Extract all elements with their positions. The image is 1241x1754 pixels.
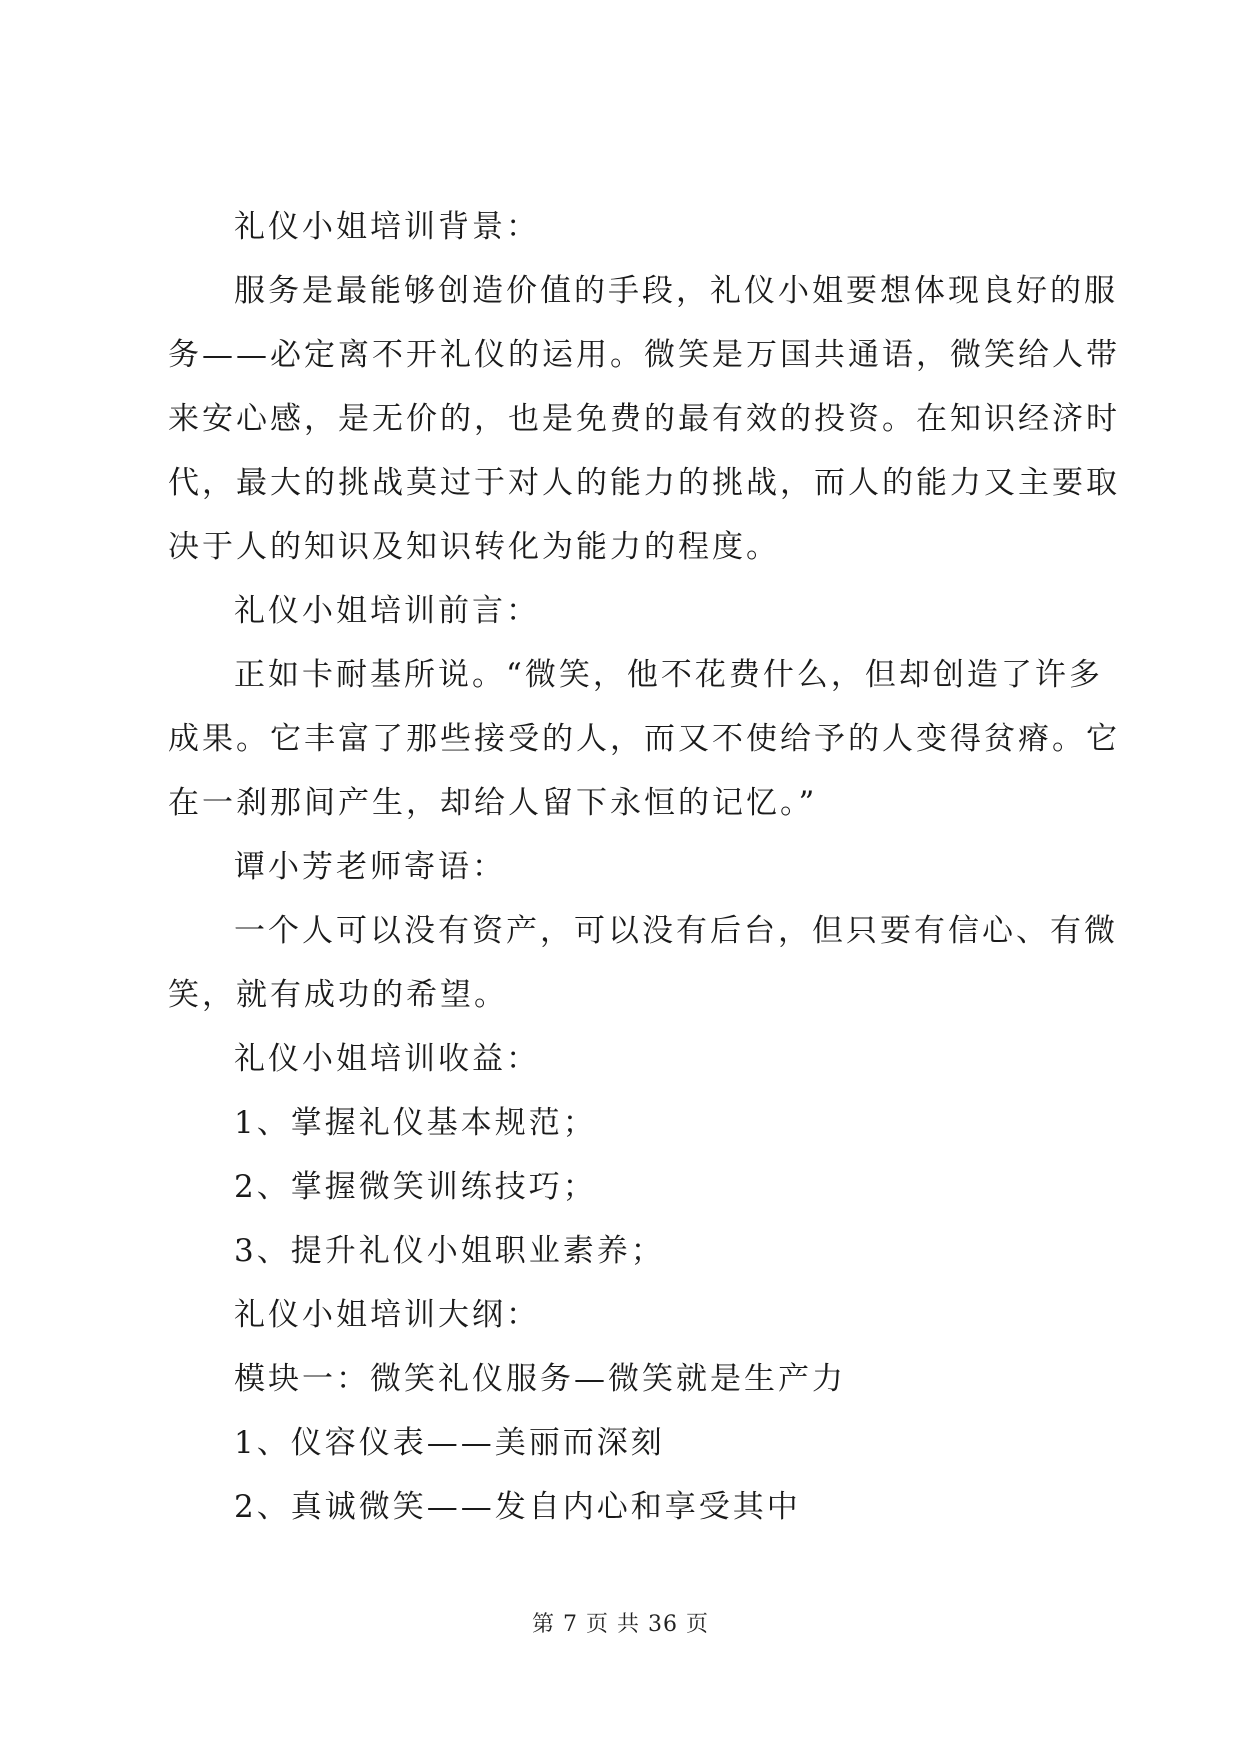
list-item: 2、掌握微笑训练技巧； [234,1169,597,1205]
module-heading: 模块一：微笑礼仪服务—微笑就是生产力 [234,1361,846,1397]
paragraph-line: 在一刹那间产生，却给人留下永恒的记忆。” [168,785,818,821]
list-item: 2、真诚微笑——发自内心和享受其中 [234,1489,801,1525]
paragraph-line: 务——必定离不开礼仪的运用。微笑是万国共通语，微笑给人带 [168,337,1120,373]
paragraph-line: 决于人的知识及知识转化为能力的程度。 [168,529,780,565]
section-heading-message: 谭小芳老师寄语： [234,849,506,885]
paragraph-line: 一个人可以没有资产，可以没有后台，但只要有信心、有微 [234,913,1118,949]
paragraph-line: 正如卡耐基所说。“微笑，他不花费什么，但却创造了许多 [234,657,1103,693]
list-item: 1、掌握礼仪基本规范； [234,1105,597,1141]
list-item: 1、仪容仪表——美丽而深刻 [234,1425,665,1461]
paragraph-line: 代，最大的挑战莫过于对人的能力的挑战，而人的能力又主要取 [168,465,1120,501]
page-footer: 第 7 页 共 36 页 [532,1612,709,1637]
section-heading-outline: 礼仪小姐培训大纲： [234,1297,540,1333]
list-item: 3、提升礼仪小姐职业素养； [234,1233,665,1269]
paragraph-line: 成果。它丰富了那些接受的人，而又不使给予的人变得贫瘠。它 [168,721,1120,757]
section-heading-benefits: 礼仪小姐培训收益： [234,1041,540,1077]
section-heading-background: 礼仪小姐培训背景： [234,209,540,245]
paragraph-line: 服务是最能够创造价值的手段，礼仪小姐要想体现良好的服 [234,273,1118,309]
paragraph-line: 来安心感，是无价的，也是免费的最有效的投资。在知识经济时 [168,401,1120,437]
paragraph-line: 笑，就有成功的希望。 [168,977,508,1013]
document-body [168,195,1120,1539]
section-heading-preface: 礼仪小姐培训前言： [234,593,540,629]
